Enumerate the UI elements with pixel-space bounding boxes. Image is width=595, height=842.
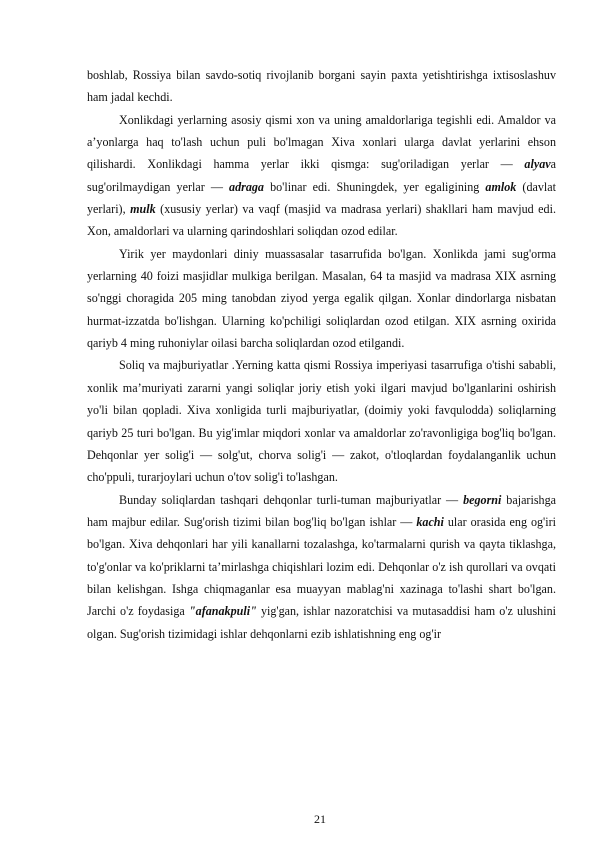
- paragraph: [87, 489, 556, 645]
- text-segment: Yirik yer maydonlari diniy muassasalar tasarrufida bo'lgan. Xonlikda jami sug'orma yerlarning 40 foizi masjidlar mulkiga berilgan. Masalan, 64 ta masjid va madrasa XIX asrning so'nggi choragida 205 ming tanobdan ziyod yerga egalik qilgan. Xonlar dindorlarga nisbatan hurmat-izzatda bo'lishgan. Ularning ko'pchiligi soliqlardan ozod etilgan. XIX asrning oxirida qariyb 4 ming ruhoniylar oilasi barcha soliqlardan ozod etilgandi.: [87, 246, 556, 351]
- document-body: [87, 64, 556, 645]
- text-segment: a sug'orilmaydigan yerlar —: [87, 157, 556, 194]
- text-segment: boshlab, Rossiya bilan savdo-sotiq rivojlanib borgani sayin paxta yetishtirishga ixtisoslashuv ham jadal kechdi.: [87, 68, 556, 105]
- emphasized-term: mulk: [130, 202, 156, 217]
- text-segment: bajarishga ham majbur edilar. Sug'orish tizimi bilan bog'liq bo'lgan ishlar —: [87, 492, 556, 529]
- text-segment: yig'gan, ishlar nazoratchisi va mutasaddisi ham o'z ulushini olgan. Sug'orish tizimidagi ishlar dehqonlarni ezib ishlatishning eng og'ir: [87, 604, 556, 641]
- text-segment: (xususiy yerlar) va vaqf (masjid va madrasa yerlari) shakllari ham mavjud edi. Xon, amaldorlari va ularning qarindoshlari soliqdan ozod edilar.: [87, 202, 556, 239]
- paragraph: [87, 243, 556, 355]
- page-number: 21: [314, 812, 326, 826]
- emphasized-term: "afanakpuli": [188, 604, 257, 619]
- paragraph: [87, 64, 556, 109]
- text-segment: bo'linar edi. Shuningdek, yer egaligining: [263, 179, 486, 194]
- emphasized-term: amlok: [485, 179, 517, 194]
- paragraph: [87, 109, 556, 243]
- emphasized-term: begorni: [463, 492, 502, 507]
- text-segment: Soliq va majburiyatlar .Yerning katta qismi Rossiya imperiyasi tasarrufiga o'tishi sababli, xonlik ma’muriyati zararni yangi soliqlar joriy etish yoki ilgari mavjud bo'lganlarini oshirish yo'li bilan qopladi. Xiva xonligida turli majburiyatlar, (doimiy yoki favqulodda) soliqlarning qariyb 25 turi bo'lgan. Bu yig'imlar miqdori xonlar va amaldorlar zo'ravonligiga bog'liq bo'lgan. Dehqonlar yer solig'i — solg'ut, chorva solig'i — zakot, o'tloqlardan foydalanganlik uchun cho'ppuli, turarjoylari uchun o'tov solig'i to'lashgan.: [87, 358, 556, 485]
- text-segment: Xonlikdagi yerlarning asosiy qismi xon va uning amaldorlariga tegishli edi. Amaldor va a’yonlarga haq to'lash uchun puli bo'lmagan Xiva xonlari ularga davlat yerlarini ehson qilishardi. Xonlikdagi hamma yerlar ikki qismga: sug'oriladigan yerlar —: [87, 112, 556, 172]
- text-segment: (davlat yerlari),: [87, 179, 557, 217]
- emphasized-term: alyav: [524, 157, 551, 172]
- emphasized-term: adraga: [229, 179, 264, 194]
- text-segment: Bunday soliqlardan tashqari dehqonlar turli-tuman majburiyatlar —: [119, 492, 464, 507]
- text-segment: ular orasida eng og'iri bo'lgan. Xiva dehqonlari har yili kanallarni tozalashga, ko'tarmalarni qurish va qayta tiklashga, to'g'onlar va ko'priklarni ta’mirlashga chiqishlari lozim edi. Dehqonlar o'z ish qurollari va ovqati bilan kelishgan. Ishga chiqmaganlar esa muayyan mablag'ni xazinaga to'lashi shart bo'lgan. Jarchi o'z foydasiga: [87, 514, 556, 619]
- emphasized-term: kachi: [416, 514, 444, 529]
- paragraph: [87, 354, 556, 488]
